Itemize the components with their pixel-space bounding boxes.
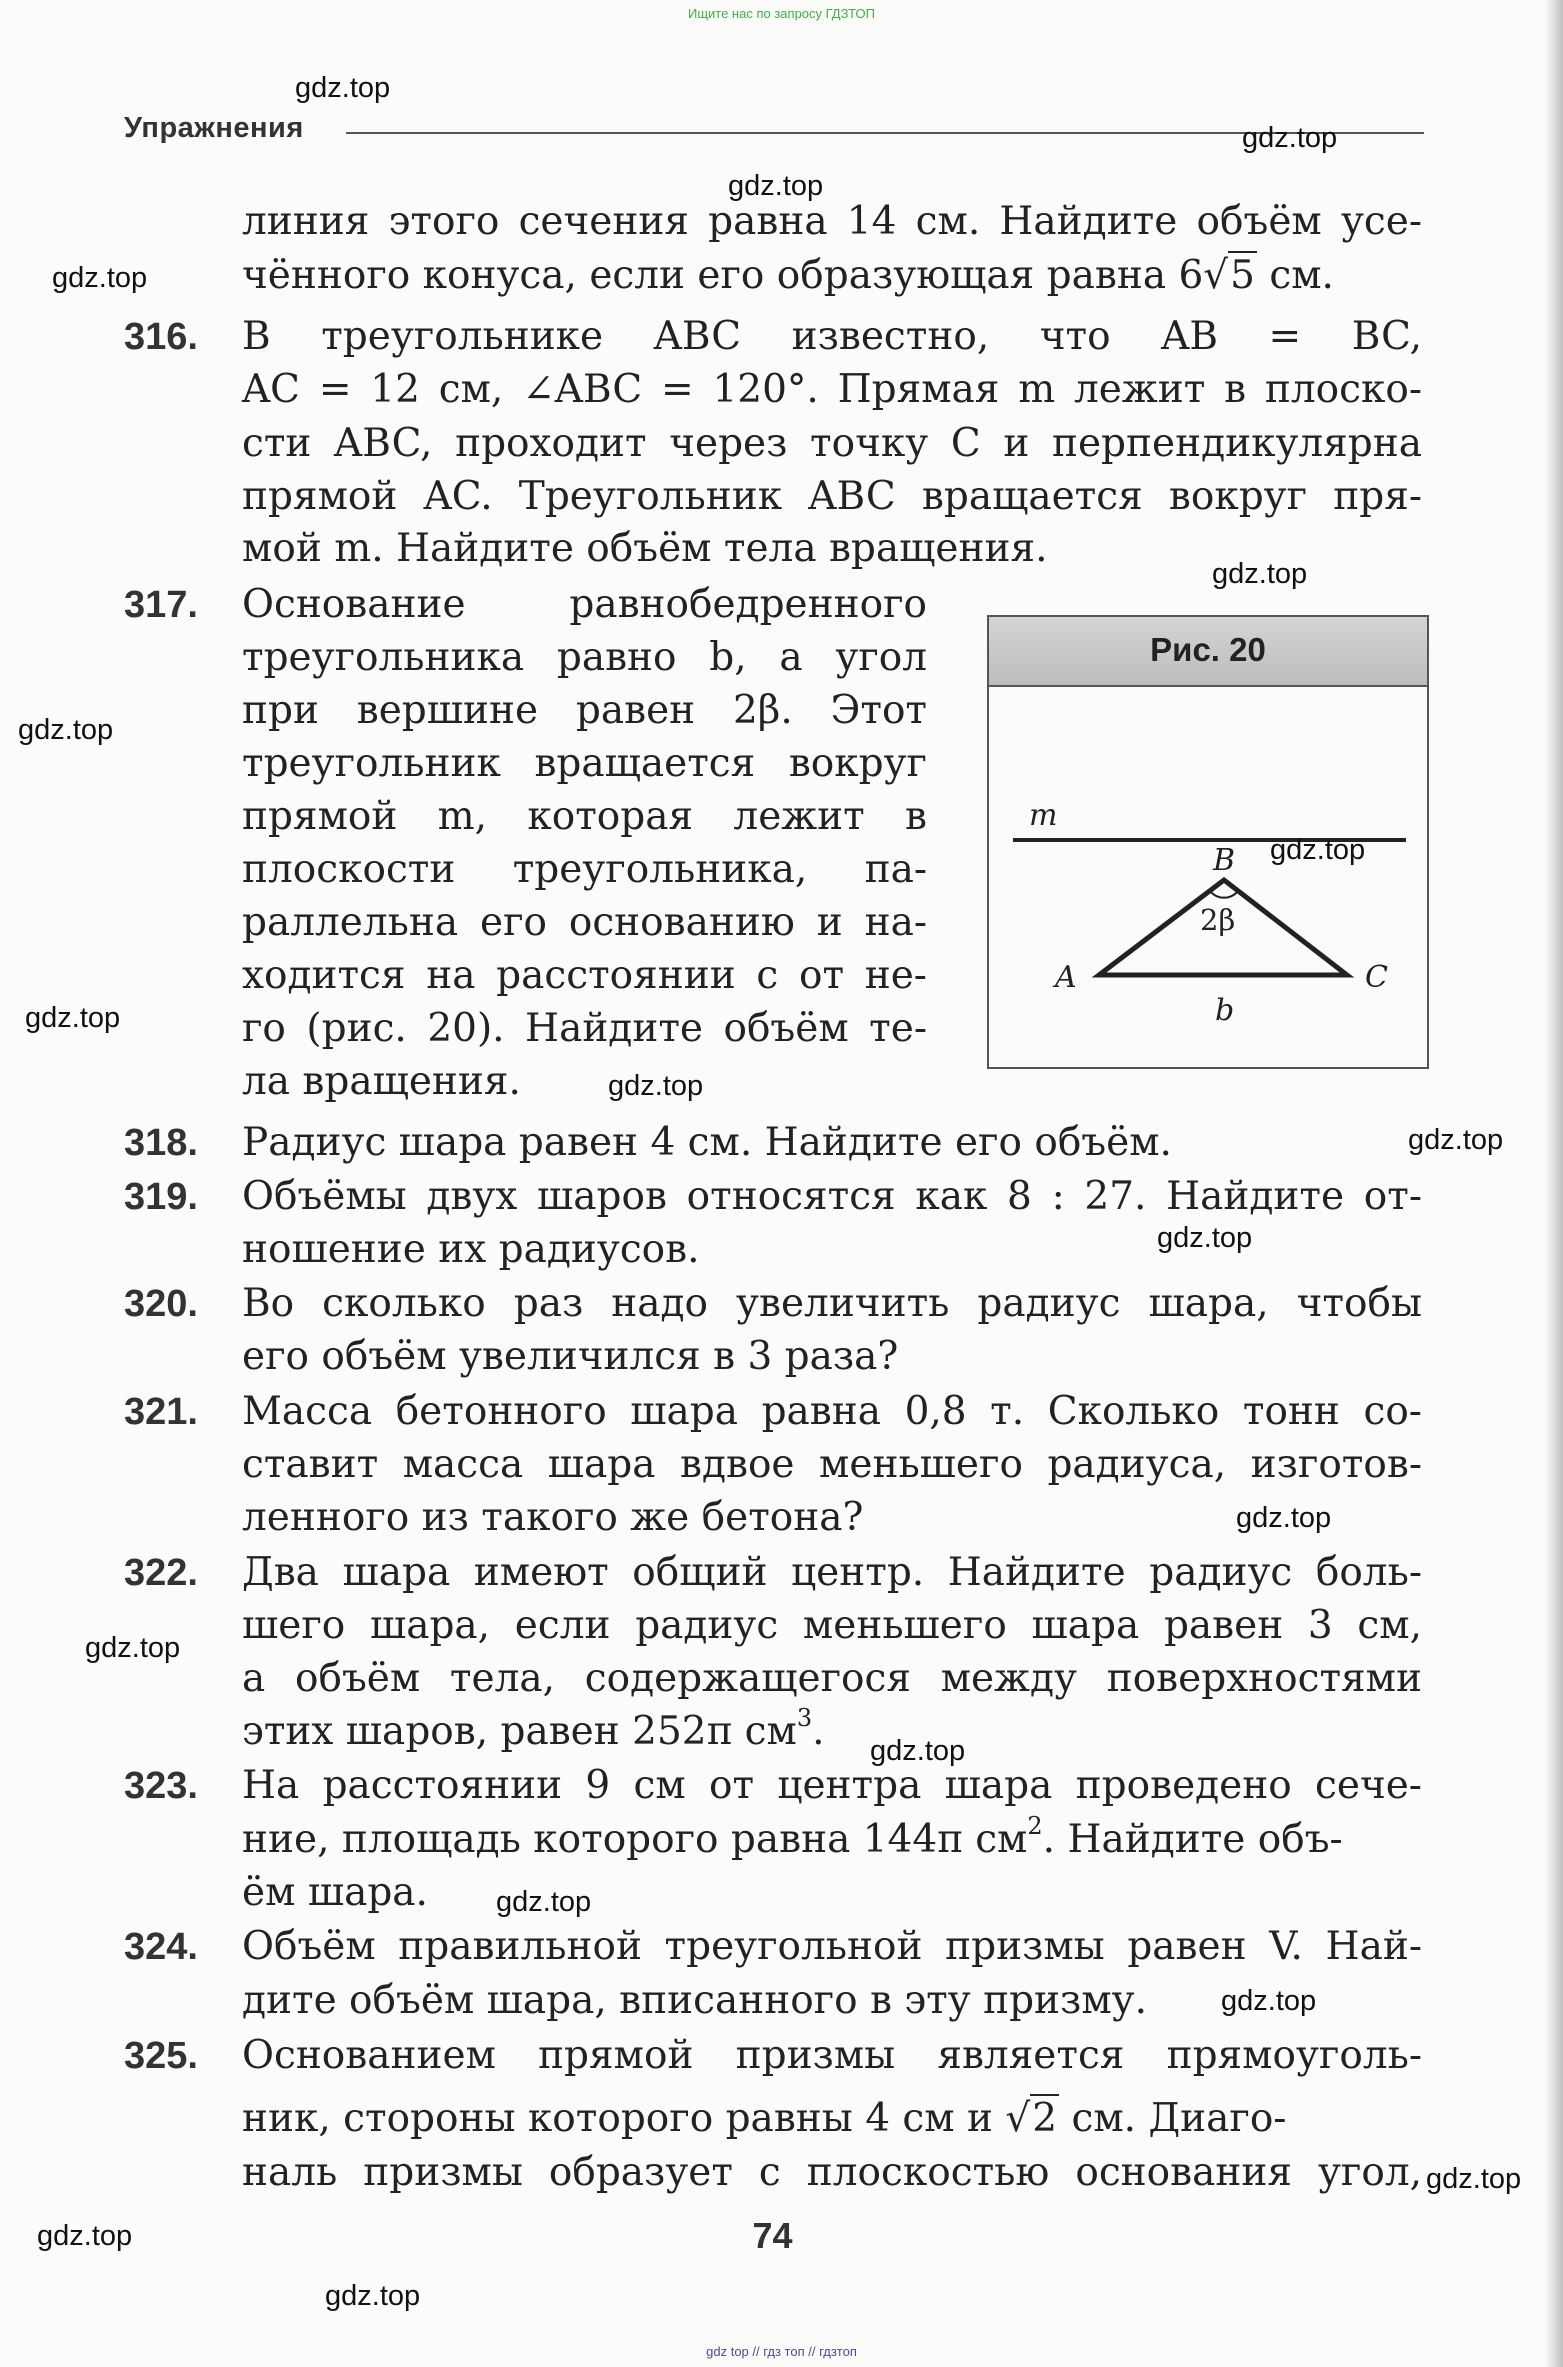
text-line: треугольник вращается вокруг bbox=[242, 741, 927, 786]
watermark: gdz.top bbox=[85, 1632, 181, 1664]
label-base-b: b bbox=[1215, 993, 1235, 1028]
sqrt-expression: √2 bbox=[1005, 2096, 1058, 2141]
watermark: gdz.top bbox=[1270, 834, 1366, 866]
watermark: gdz.top bbox=[1157, 1222, 1253, 1254]
text-line: Объём правильной треугольной призмы равен V. Най- bbox=[242, 1924, 1422, 1969]
problem-number: 319. bbox=[124, 1176, 198, 1218]
text-line: Два шара имеют общий центр. Найдите радиус боль- bbox=[242, 1550, 1422, 1595]
text-line: прямой m, которая лежит в bbox=[242, 794, 927, 839]
text-line: его объём увеличился в 3 раза? bbox=[242, 1334, 899, 1379]
text-line: дите объём шара, вписанного в эту призму. bbox=[242, 1978, 1147, 2023]
text-line: Масса бетонного шара равна 0,8 т. Сколько тонн со- bbox=[242, 1389, 1422, 1434]
text-line: плоскости треугольника, па- bbox=[242, 847, 927, 892]
text-line: раллельна его основанию и на- bbox=[242, 900, 927, 945]
watermark: gdz.top bbox=[496, 1886, 592, 1918]
watermark: gdz.top bbox=[25, 1002, 121, 1034]
problem-number: 325. bbox=[124, 2035, 198, 2077]
page-number: 74 bbox=[752, 2215, 793, 2256]
problem-number: 323. bbox=[124, 1765, 198, 1807]
text-line: ходится на расстоянии c от не- bbox=[242, 953, 927, 998]
watermark: gdz.top bbox=[1426, 2163, 1522, 2195]
text-line: Радиус шара равен 4 см. Найдите его объём. bbox=[242, 1120, 1172, 1165]
watermark: gdz.top bbox=[295, 72, 391, 104]
watermark: gdz.top bbox=[325, 2280, 421, 2312]
text-line: ём шара. bbox=[242, 1870, 428, 1915]
watermark: gdz.top bbox=[728, 170, 824, 202]
text-line: ставит масса шара вдвое меньшего радиуса, изготов- bbox=[242, 1442, 1422, 1487]
text-line: линия этого сечения равна 14 см. Найдите объём усе- bbox=[242, 199, 1422, 244]
text-line: ние, площадь которого равна 144π $см^2$. Найдите объ- bbox=[242, 1812, 1343, 1862]
problem-number: 324. bbox=[124, 1926, 198, 1968]
text-line: AC = 12 см, ∠ABC = 120°. Прямая m лежит в плоско- bbox=[242, 367, 1422, 412]
text-line: мой m. Найдите объём тела вращения. bbox=[242, 526, 1048, 571]
text-line: ленного из такого же бетона? bbox=[242, 1495, 864, 1540]
figure-title: Рис. 20 bbox=[1150, 631, 1266, 668]
watermark: gdz.top bbox=[608, 1070, 704, 1102]
book-spine-shadow bbox=[1545, 0, 1563, 2367]
problem-number: 316. bbox=[124, 316, 198, 358]
problem-number: 321. bbox=[124, 1391, 198, 1433]
watermark: gdz.top bbox=[1408, 1124, 1504, 1156]
watermark: gdz.top bbox=[1212, 558, 1308, 590]
watermark: gdz.top bbox=[52, 262, 148, 294]
label-angle: 2β bbox=[1200, 903, 1236, 937]
label-line-m: m bbox=[1029, 798, 1058, 833]
text-line: Объёмы двух шаров относятся как 8 : 27. Найдите от- bbox=[242, 1174, 1422, 1219]
text-line: чённого конуса, если его образующая равна 6√5 см. bbox=[242, 250, 1334, 302]
problem-number: 318. bbox=[124, 1122, 198, 1164]
problem-number: 322. bbox=[124, 1552, 198, 1594]
problem-number: 317. bbox=[124, 584, 198, 626]
text-line: Основанием прямой призмы является прямоуголь- bbox=[242, 2033, 1422, 2078]
text-line: ла вращения. bbox=[242, 1059, 521, 1104]
text-line: В треугольнике ABC известно, что AB = BC, bbox=[242, 314, 1422, 359]
angle-arc bbox=[1210, 891, 1238, 898]
section-header bbox=[124, 112, 1424, 152]
sqrt-expression: √5 bbox=[1203, 253, 1255, 298]
text-line: Во сколько раз надо увеличить радиус шара, чтобы bbox=[242, 1281, 1422, 1326]
text-line: сти ABC, проходит через точку C и перпендикулярна bbox=[242, 421, 1422, 466]
text-line: На расстоянии 9 см от центра шара проведено сече- bbox=[242, 1763, 1422, 1808]
watermark: gdz.top bbox=[870, 1735, 966, 1767]
text-line: го (рис. 20). Найдите объём те- bbox=[242, 1006, 927, 1051]
triangle-diagram bbox=[989, 685, 1427, 1065]
section-title: Упражнения bbox=[124, 112, 304, 144]
watermark: gdz.top bbox=[1236, 1502, 1332, 1534]
figure-header bbox=[989, 617, 1427, 687]
text-line: при вершине равен 2β. Этот bbox=[242, 688, 927, 733]
text-line: треугольника равно b, а угол bbox=[242, 635, 927, 680]
watermark: gdz.top bbox=[1221, 1985, 1317, 2017]
text-line: наль призмы образует с плоскостью основания угол, bbox=[242, 2150, 1422, 2195]
top-banner[interactable]: Ищите нас по запросу ГДЗТОП bbox=[687, 6, 875, 21]
text-line: ношение их радиусов. bbox=[242, 1227, 700, 1272]
label-vertex-c: C bbox=[1365, 960, 1388, 995]
problem-number: 320. bbox=[124, 1283, 198, 1325]
bottom-banner[interactable]: gdz top // гдз топ // гдзтоп bbox=[706, 2344, 857, 2359]
text-line: а объём тела, содержащегося между поверхностями bbox=[242, 1656, 1422, 1701]
watermark: gdz.top bbox=[37, 2220, 133, 2252]
watermark: gdz.top bbox=[18, 714, 114, 746]
label-vertex-b: B bbox=[1213, 843, 1236, 878]
text-line: этих шаров, равен 252π $см^3$. bbox=[242, 1704, 825, 1754]
text-line: Основание равнобедренного bbox=[242, 582, 927, 627]
text-line: шего шара, если радиус меньшего шара равен 3 см, bbox=[242, 1603, 1422, 1648]
watermark: gdz.top bbox=[1242, 122, 1338, 154]
label-vertex-a: A bbox=[1055, 960, 1077, 995]
text-line: прямой AC. Треугольник ABC вращается вокруг пря- bbox=[242, 474, 1422, 519]
text-line: ник, стороны которого равны 4 см и √2 см. Диаго- bbox=[242, 2093, 1287, 2145]
